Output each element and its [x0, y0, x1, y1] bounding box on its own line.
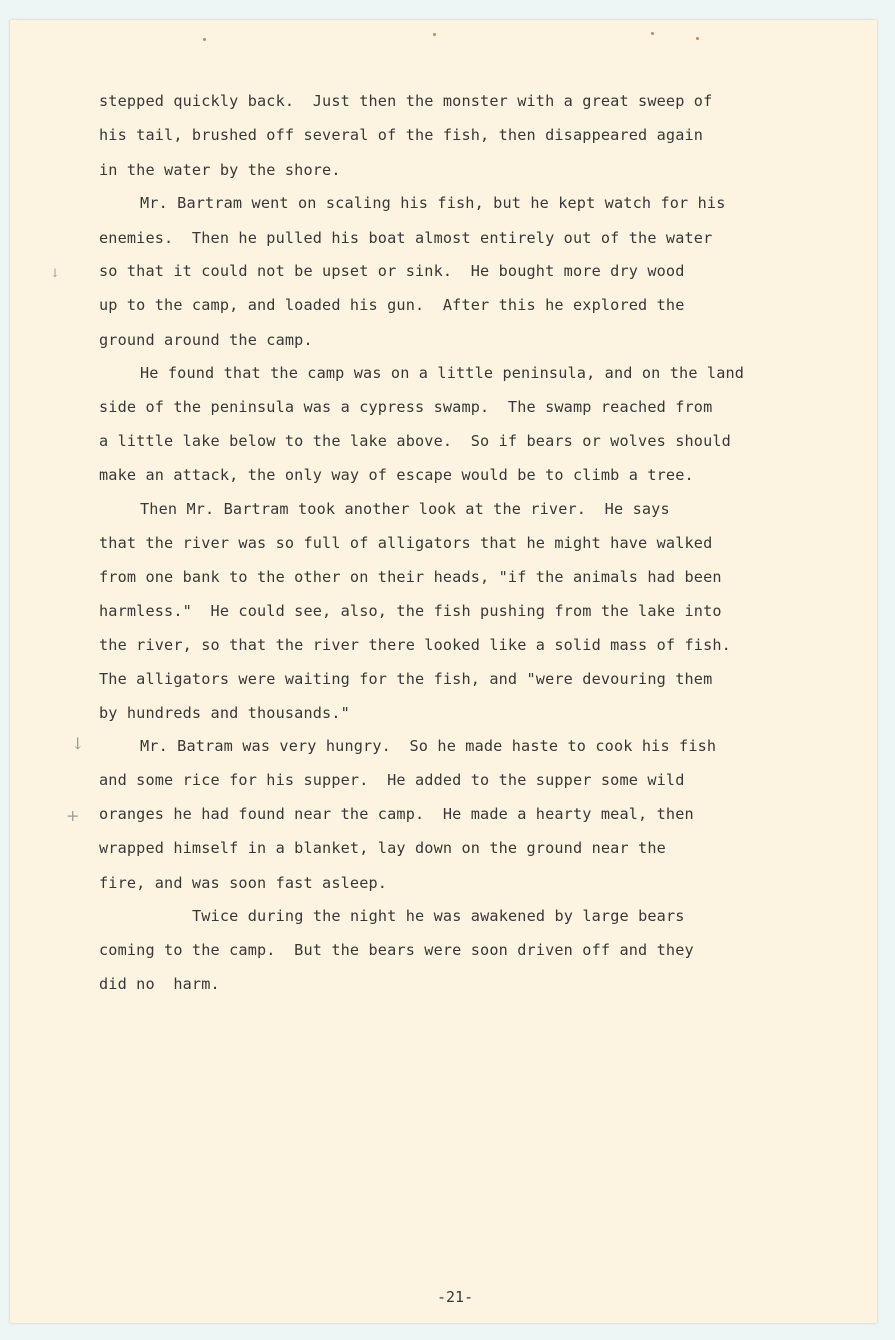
text-line: so that it could not be upset or sink. He bought more dry wood — [99, 262, 685, 280]
text-line: did no harm. — [99, 975, 220, 993]
text-line: by hundreds and thousands." — [99, 704, 350, 722]
text-line: and some rice for his supper. He added to the supper some wild — [99, 771, 685, 789]
margin-check-mark: + — [66, 806, 80, 825]
text-line: the river, so that the river there looked like a solid mass of fish. — [99, 636, 731, 654]
paper-speck — [433, 33, 436, 36]
text-line: oranges he had found near the camp. He made a hearty meal, then — [99, 805, 694, 823]
paper-speck — [203, 38, 206, 41]
text-line: coming to the camp. But the bears were soon driven off and they — [99, 941, 694, 959]
margin-check-mark: ↓ — [71, 734, 85, 753]
text-line: side of the peninsula was a cypress swamp. The swamp reached from — [99, 398, 713, 416]
page-number: -21- — [437, 1288, 474, 1306]
text-line: harmless." He could see, also, the fish pushing from the lake into — [99, 602, 722, 620]
text-line: stepped quickly back. Just then the monster with a great sweep of — [99, 92, 713, 110]
text-line: Then Mr. Bartram took another look at the river. He says — [140, 500, 670, 518]
text-line: his tail, brushed off several of the fish, then disappeared again — [99, 126, 704, 144]
text-line: ground around the camp. — [99, 331, 313, 349]
text-line: fire, and was soon fast asleep. — [99, 874, 388, 892]
text-line: make an attack, the only way of escape would be to climb a tree. — [99, 466, 694, 484]
text-line: Mr. Batram was very hungry. So he made haste to cook his fish — [140, 737, 717, 755]
text-line: Twice during the night he was awakened by large bears — [192, 907, 685, 925]
text-line: up to the camp, and loaded his gun. After this he explored the — [99, 296, 685, 314]
paper-speck — [696, 37, 699, 40]
document-page — [10, 20, 877, 1323]
text-line: wrapped himself in a blanket, lay down on the ground near the — [99, 839, 666, 857]
text-line: enemies. Then he pulled his boat almost entirely out of the water — [99, 229, 713, 247]
text-line: The alligators were waiting for the fish, and "were devouring them — [99, 670, 713, 688]
text-line: from one bank to the other on their heads, "if the animals had been — [99, 568, 722, 586]
text-line: in the water by the shore. — [99, 161, 341, 179]
text-line: He found that the camp was on a little peninsula, and on the land — [140, 364, 745, 382]
text-line: that the river was so full of alligators that he might have walked — [99, 534, 713, 552]
margin-check-mark: ↓ — [50, 266, 61, 280]
text-line: Mr. Bartram went on scaling his fish, but he kept watch for his — [140, 194, 726, 212]
text-line: a little lake below to the lake above. So if bears or wolves should — [99, 432, 731, 450]
paper-speck — [651, 32, 654, 35]
